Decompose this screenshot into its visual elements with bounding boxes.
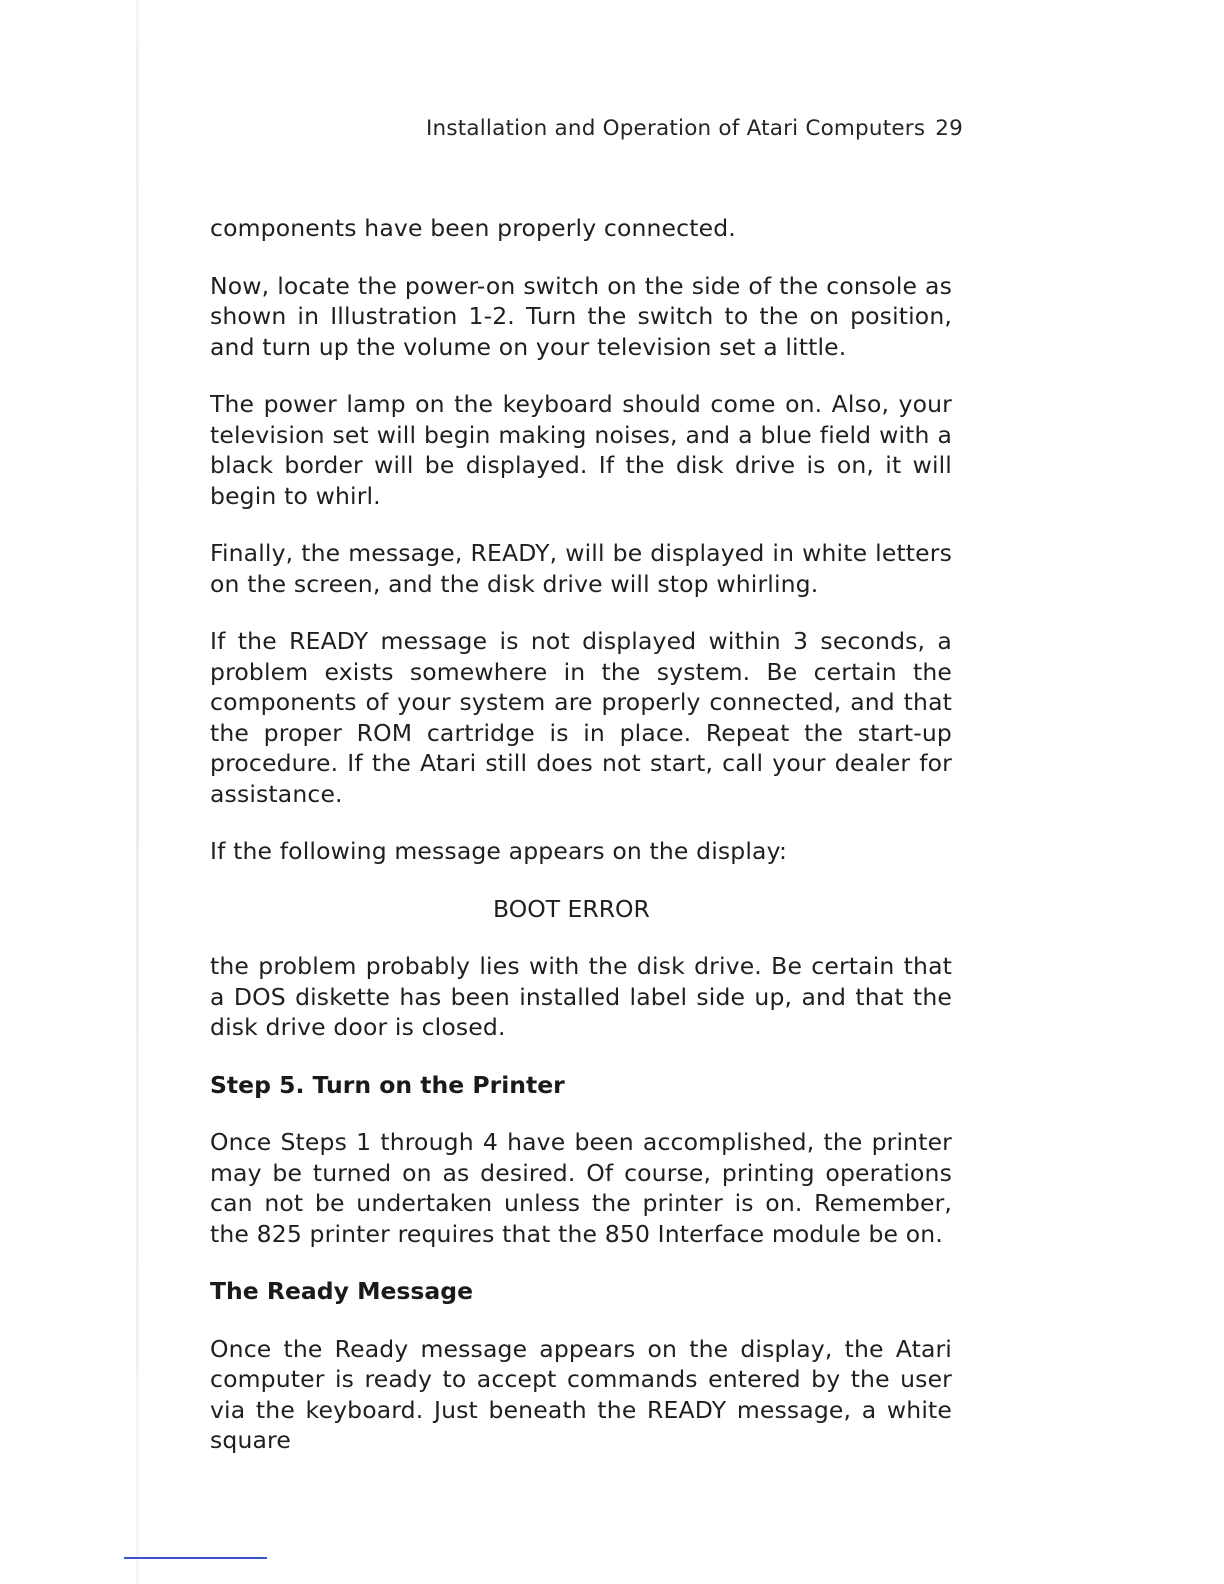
paragraph-disk-drive: the problem probably lies with the disk drive. Be certain that a DOS diskette has been installed label side up, and that the disk drive door is closed.: [210, 952, 952, 1041]
body-text: [210, 213, 952, 1483]
paragraph-connected: components have been properly connected.: [210, 214, 736, 242]
heading-step-5: Step 5. Turn on the Printer: [210, 1070, 565, 1099]
heading-ready-message: The Ready Message: [210, 1277, 474, 1305]
running-head-title: Installation and Operation of Atari Computers: [425, 116, 926, 141]
paragraph-power-lamp: The power lamp on the keyboard should come on. Also, your television set will begin making noises, and a blue field with a black border will be displayed. If the disk drive is on, it will begin to whirl.: [210, 390, 952, 510]
paragraph-ready-message: Finally, the message, READY, will be displayed in white letters on the screen, and the disk drive will stop whirling.: [210, 539, 952, 598]
paragraph-printer: Once Steps 1 through 4 have been accomplished, the printer may be turned on as desired. Of course, printing operations can not be undertaken unless the printer is on. Remember, the 825 printer requires that the 850 Interface module be on.: [210, 1128, 952, 1248]
bottom-rule: [124, 1557, 267, 1559]
paragraph-ready-commands: Once the Ready message appears on the display, the Atari computer is ready to accept commands entered by the user via the keyboard. Just beneath the READY message, a white square: [210, 1334, 952, 1454]
boot-error-text: BOOT ERROR: [493, 894, 650, 923]
boot-error-display: [210, 894, 952, 925]
page-number: 29: [935, 116, 963, 141]
page-edge-shadow: [136, 0, 139, 1584]
paragraph-troubleshoot: If the READY message is not displayed within 3 seconds, a problem exists somewhere in the system. Be certain the components of your system are properly connected, and that the proper ROM cartridge is in place. Repeat the start-up procedure. If the Atari still does not start, call your dealer for assistance.: [210, 627, 952, 808]
paragraph-power-switch: Now, locate the power-on switch on the side of the console as shown in Illustration 1-2. Turn the switch to the on position, and turn up the volume on your television set a little.: [210, 271, 952, 361]
running-head: [212, 116, 963, 141]
paragraph-following-message: If the following message appears on the display:: [210, 837, 788, 865]
